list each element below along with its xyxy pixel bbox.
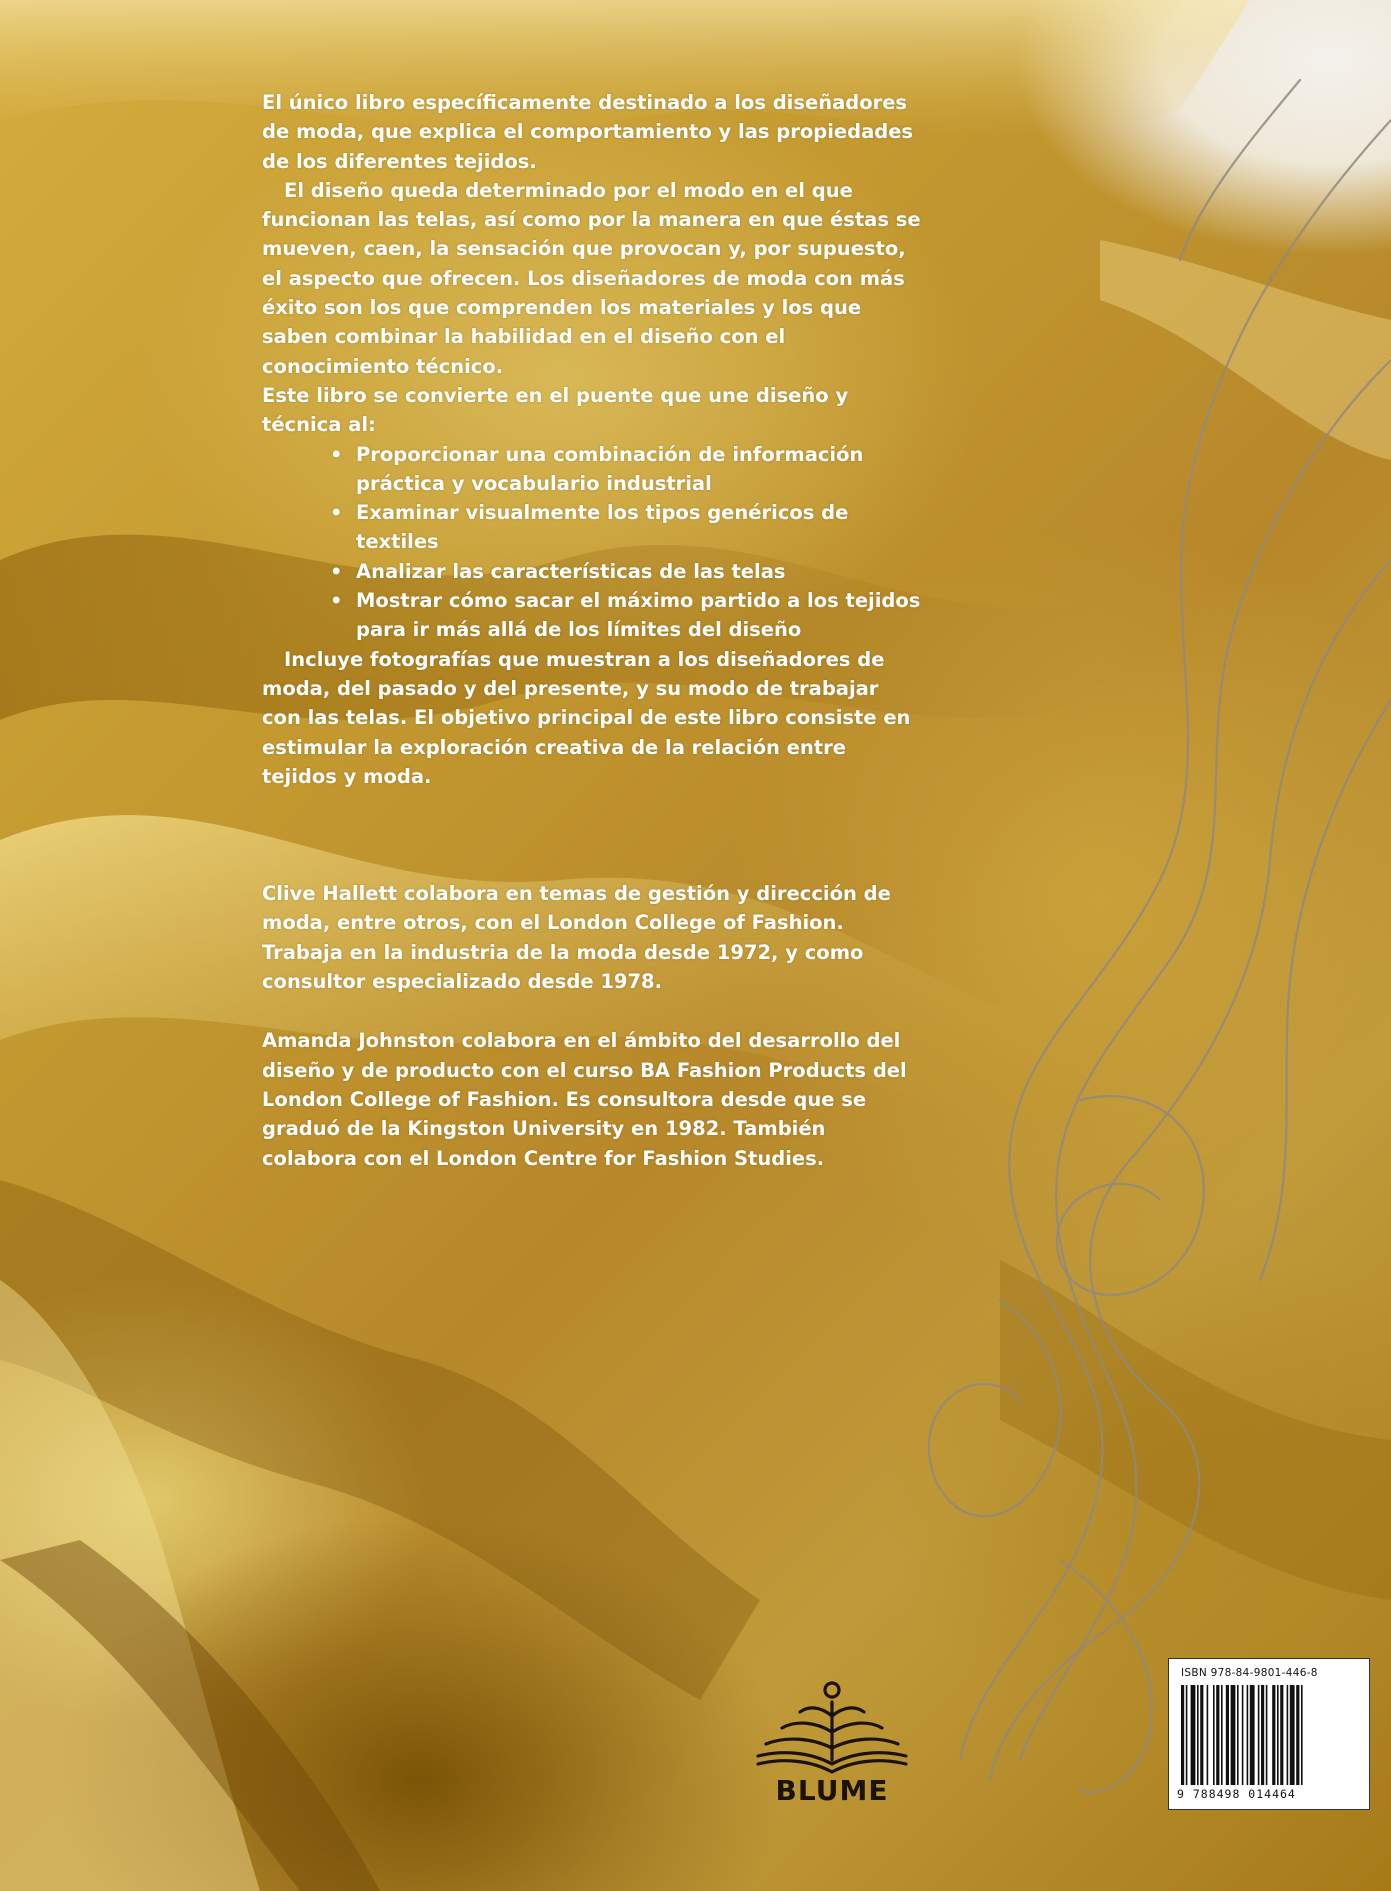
author-bio-clive-hallett: Clive Hallett colabora en temas de gestión y dirección de moda, entre otros, con el London College of Fashion. Trabaja en la industria de la moda desde 1972, y como consultor especializado desde 1978. xyxy=(262,882,891,994)
publisher-name: BLUME xyxy=(775,1774,889,1807)
barcode-bar xyxy=(1290,1685,1295,1785)
photos-paragraph: Incluye fotografías que muestran a los diseñadores de moda, del pasado y del presente, y su modo de trabajar con las telas. El objetivo principal de este libro consiste en estimular la exploración creativa de la relación entre tejidos y moda. xyxy=(262,647,911,788)
barcode-bar xyxy=(1277,1685,1279,1785)
barcode-bar xyxy=(1207,1685,1209,1785)
barcode-bar xyxy=(1191,1685,1196,1785)
design-paragraph: El diseño queda determinado por el modo en el que funcionan las telas, así como por la manera en que éstas se mueven, caen, la sensación que provocan y, por supuesto, el aspecto que ofrecen. Los diseñadores de moda con más éxito son los que comprenden los materiales y los que saben combinar la habilidad en el diseño con el conocimiento técnico. xyxy=(262,178,921,378)
barcode-bar xyxy=(1213,1685,1215,1785)
barcode-bar xyxy=(1280,1685,1283,1785)
barcode-bar xyxy=(1287,1685,1289,1785)
fabric-fold-highlight xyxy=(1100,240,1391,460)
list-item: • Proporcionar una combinación de información práctica y vocabulario industrial xyxy=(330,440,922,499)
barcode-bar xyxy=(1226,1685,1229,1785)
isbn-barcode xyxy=(1168,1658,1370,1810)
bridge-paragraph: Este libro se convierte en el puente que une diseño y técnica al: xyxy=(262,383,849,437)
barcode-bar xyxy=(1216,1685,1219,1785)
publisher-logo xyxy=(752,1672,912,1810)
barcode-bar xyxy=(1301,1685,1303,1785)
intro-paragraph: El único libro específicamente destinado a los diseñadores de moda, que explica el comportamiento y las propiedades de los diferentes tejidos. xyxy=(262,91,914,173)
barcode-bar xyxy=(1242,1685,1244,1785)
barcode-bar xyxy=(1221,1685,1223,1785)
barcode-bar xyxy=(1272,1685,1275,1785)
open-book-icon xyxy=(752,1672,912,1776)
features-list xyxy=(262,440,922,645)
barcode-bar xyxy=(1296,1685,1299,1785)
isbn-label: ISBN 978-84-9801-446-8 xyxy=(1181,1667,1318,1679)
barcode-bar xyxy=(1258,1685,1260,1785)
author-bio-amanda-johnston: Amanda Johnston colabora en el ámbito del desarrollo del diseño y de producto con el curso BA Fashion Products del London College of Fashion. Es consultora desde que se graduó de la Kingston University en 1982. También colabora con el London Centre for Fashion Studies. xyxy=(262,1029,907,1170)
barcode-bar xyxy=(1200,1685,1203,1785)
barcode-bar xyxy=(1181,1685,1184,1785)
barcode-bar xyxy=(1197,1685,1199,1785)
back-cover-text xyxy=(262,88,922,1173)
barcode-bars xyxy=(1179,1685,1359,1785)
barcode-bar xyxy=(1250,1685,1255,1785)
barcode-bar xyxy=(1237,1685,1239,1785)
barcode-bar xyxy=(1247,1685,1249,1785)
barcode-bar xyxy=(1186,1685,1188,1785)
list-item: • Examinar visualmente los tipos genéricos de textiles xyxy=(330,498,922,557)
list-item: • Analizar las características de las telas xyxy=(330,557,922,586)
barcode-bar xyxy=(1231,1685,1236,1785)
barcode-bar xyxy=(1266,1685,1268,1785)
list-item: • Mostrar cómo sacar el máximo partido a los tejidos para ir más allá de los límites del diseño xyxy=(330,586,922,645)
barcode-bar xyxy=(1261,1685,1264,1785)
isbn-digits: 9 788498 014464 xyxy=(1177,1787,1296,1801)
